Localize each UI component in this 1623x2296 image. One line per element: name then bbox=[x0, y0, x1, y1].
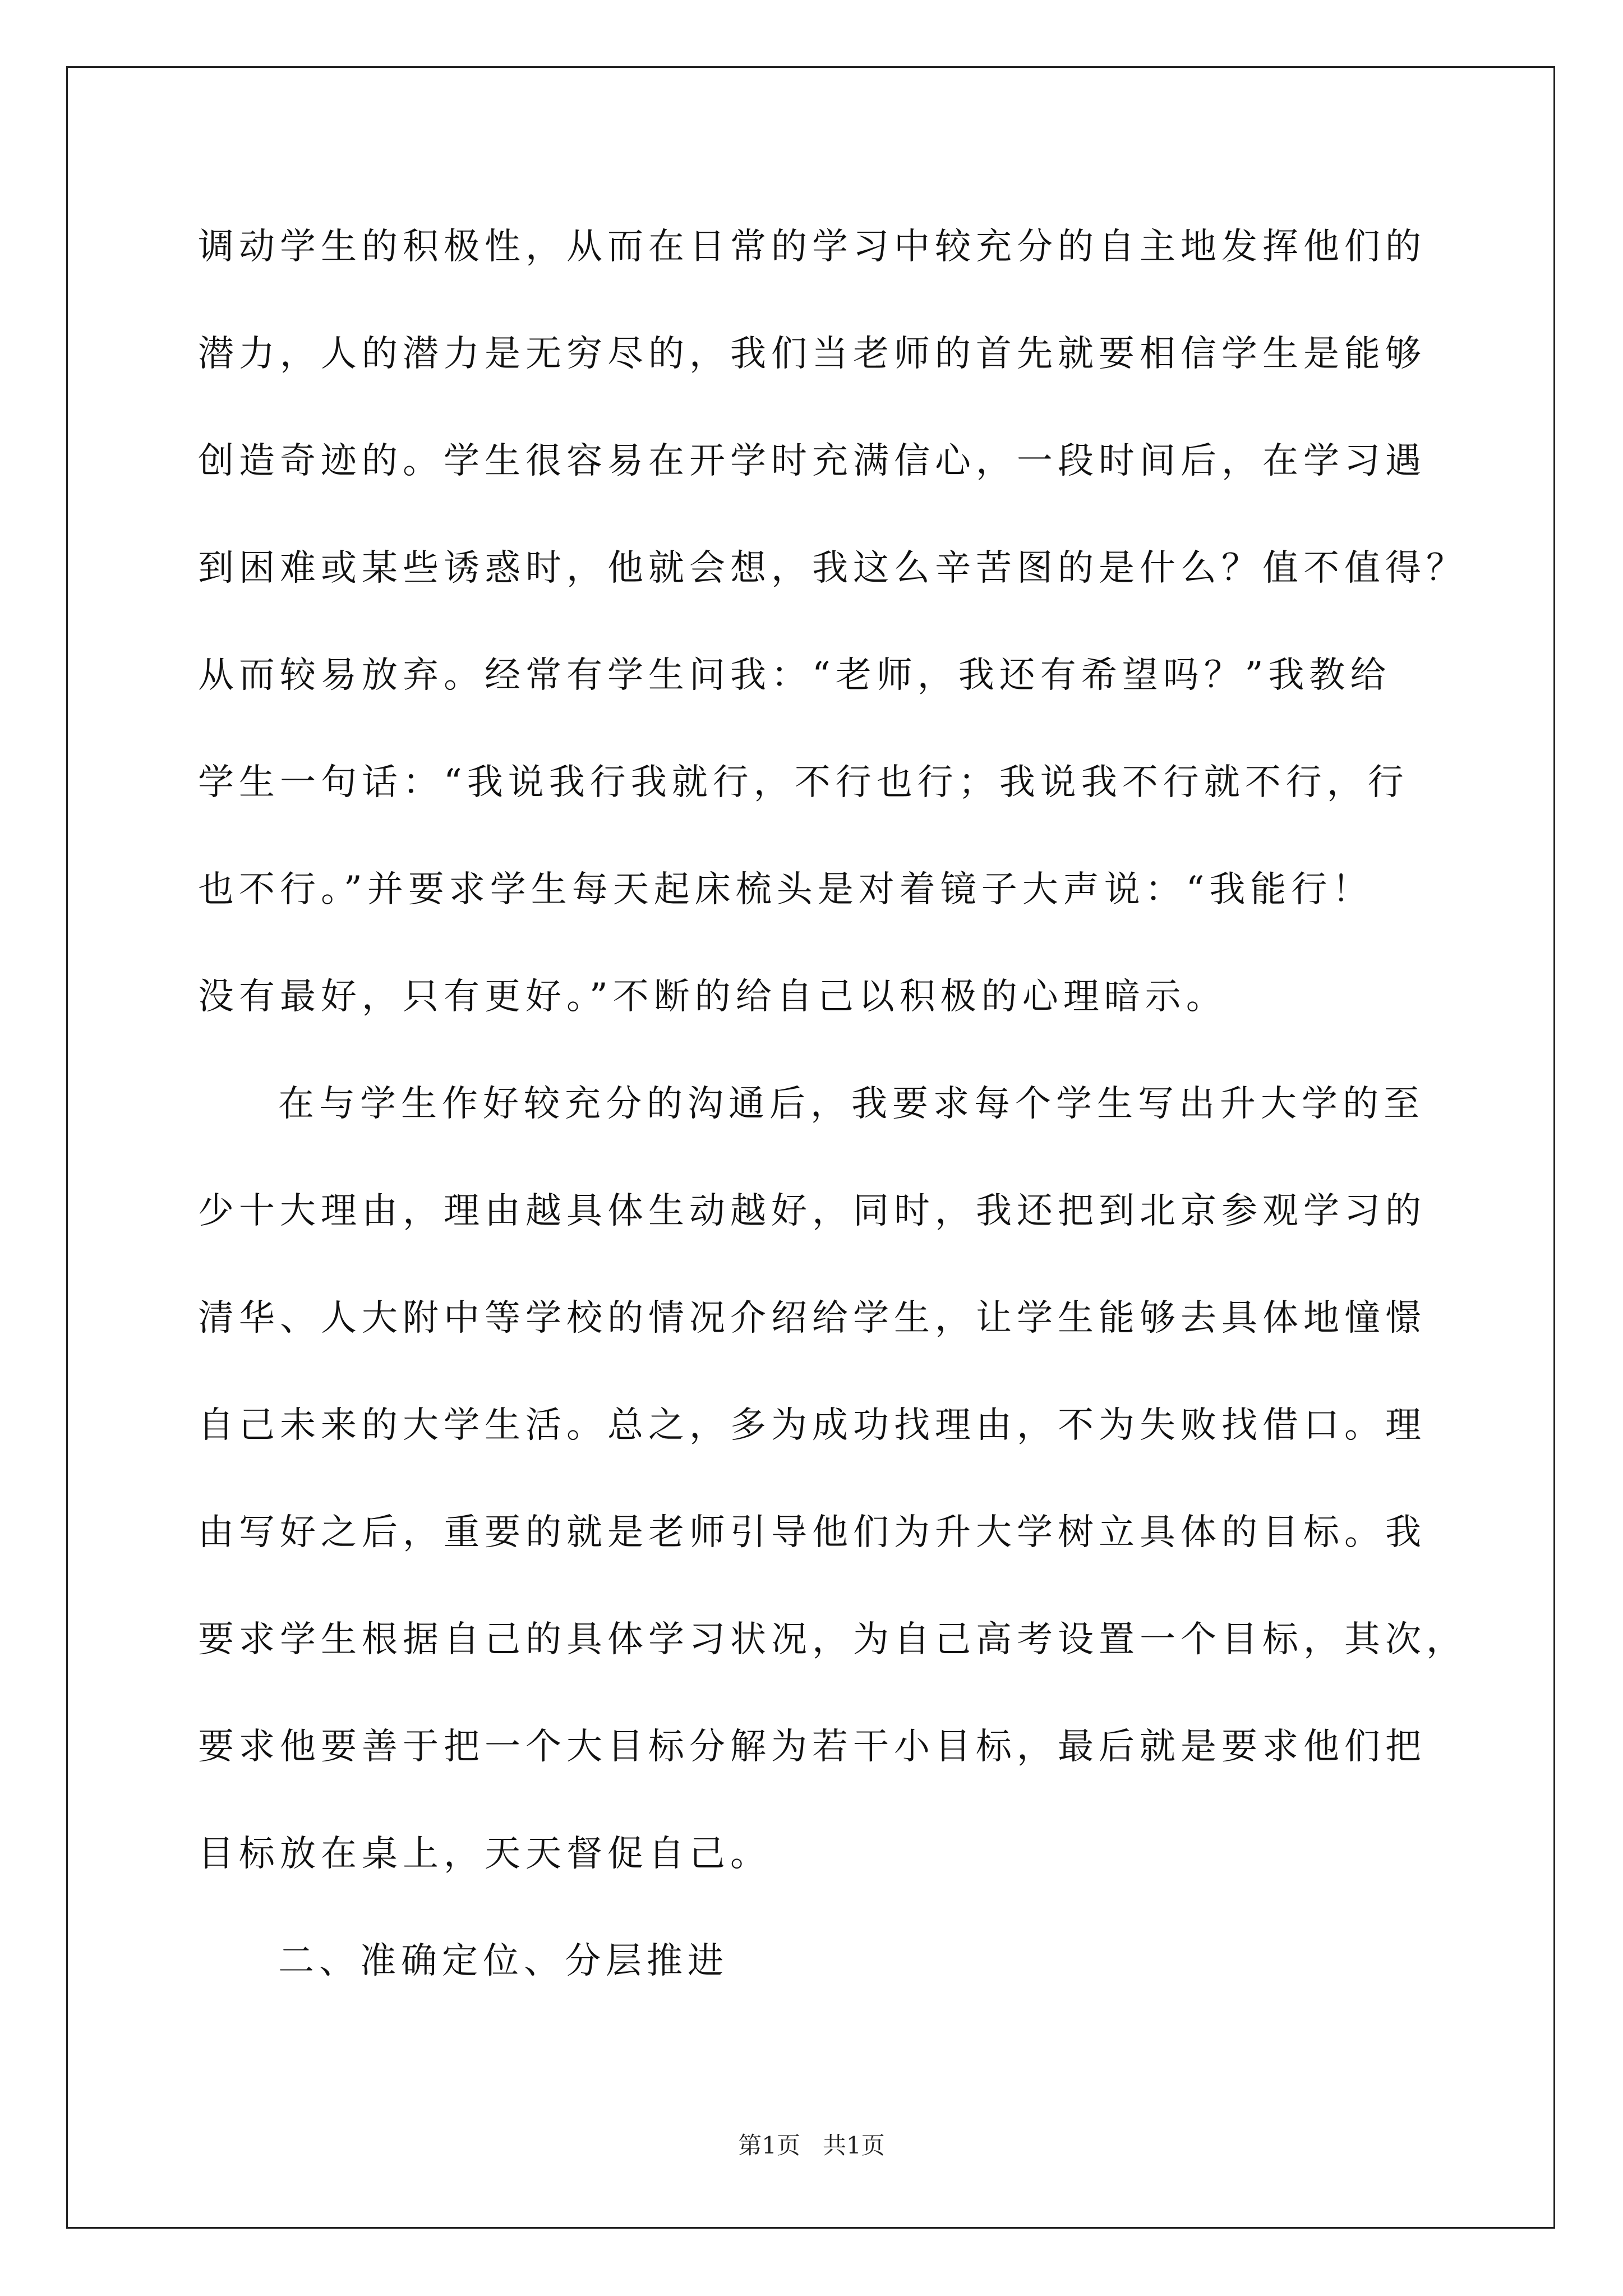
text-line: 调动学生的积极性，从而在日常的学习中较充分的自主地发挥他们的 bbox=[198, 226, 1426, 268]
text-line: 从而较易放弃。经常有学生问我：“老师，我还有希望吗？”我教给 bbox=[198, 655, 1391, 696]
text-line: 目标放在桌上，天天督促自己。 bbox=[198, 1833, 771, 1875]
text-line: 潜力，人的潜力是无穷尽的，我们当老师的首先就要相信学生是能够 bbox=[198, 333, 1426, 375]
text-line: 清华、人大附中等学校的情况介绍给学生，让学生能够去具体地憧憬 bbox=[198, 1297, 1426, 1339]
text-line: 由写好之后，重要的就是老师引导他们为升大学树立具体的目标。我 bbox=[198, 1512, 1426, 1553]
text-line: 也不行。”并要求学生每天起床梳头是对着镜子大声说：“我能行！ bbox=[198, 869, 1373, 910]
section-heading: 二、准确定位、分层推进 bbox=[278, 1940, 728, 1982]
text-line: 创造奇迹的。学生很容易在开学时充满信心，一段时间后，在学习遇 bbox=[198, 440, 1426, 482]
text-line: 在与学生作好较充分的沟通后，我要求每个学生写出升大学的至 bbox=[278, 1083, 1424, 1125]
page-footer: 第1页 共1页 bbox=[738, 2132, 885, 2159]
text-line: 自己未来的大学生活。总之，多为成功找理由，不为失败找借口。理 bbox=[198, 1405, 1426, 1446]
text-line: 到困难或某些诱惑时，他就会想，我这么辛苦图的是什么？值不值得？ bbox=[198, 547, 1467, 589]
text-line: 学生一句话：“我说我行我就行，不行也行；我说我不行就不行，行 bbox=[198, 762, 1409, 803]
text-line: 少十大理由，理由越具体生动越好，同时，我还把到北京参观学习的 bbox=[198, 1190, 1426, 1232]
text-line: 要求学生根据自己的具体学习状况，为自己高考设置一个目标，其次， bbox=[198, 1619, 1467, 1660]
text-line: 没有最好，只有更好。”不断的给自己以积极的心理暗示。 bbox=[198, 976, 1227, 1018]
page-border bbox=[66, 66, 1555, 2229]
text-line: 要求他要善于把一个大目标分解为若干小目标，最后就是要求他们把 bbox=[198, 1726, 1426, 1768]
